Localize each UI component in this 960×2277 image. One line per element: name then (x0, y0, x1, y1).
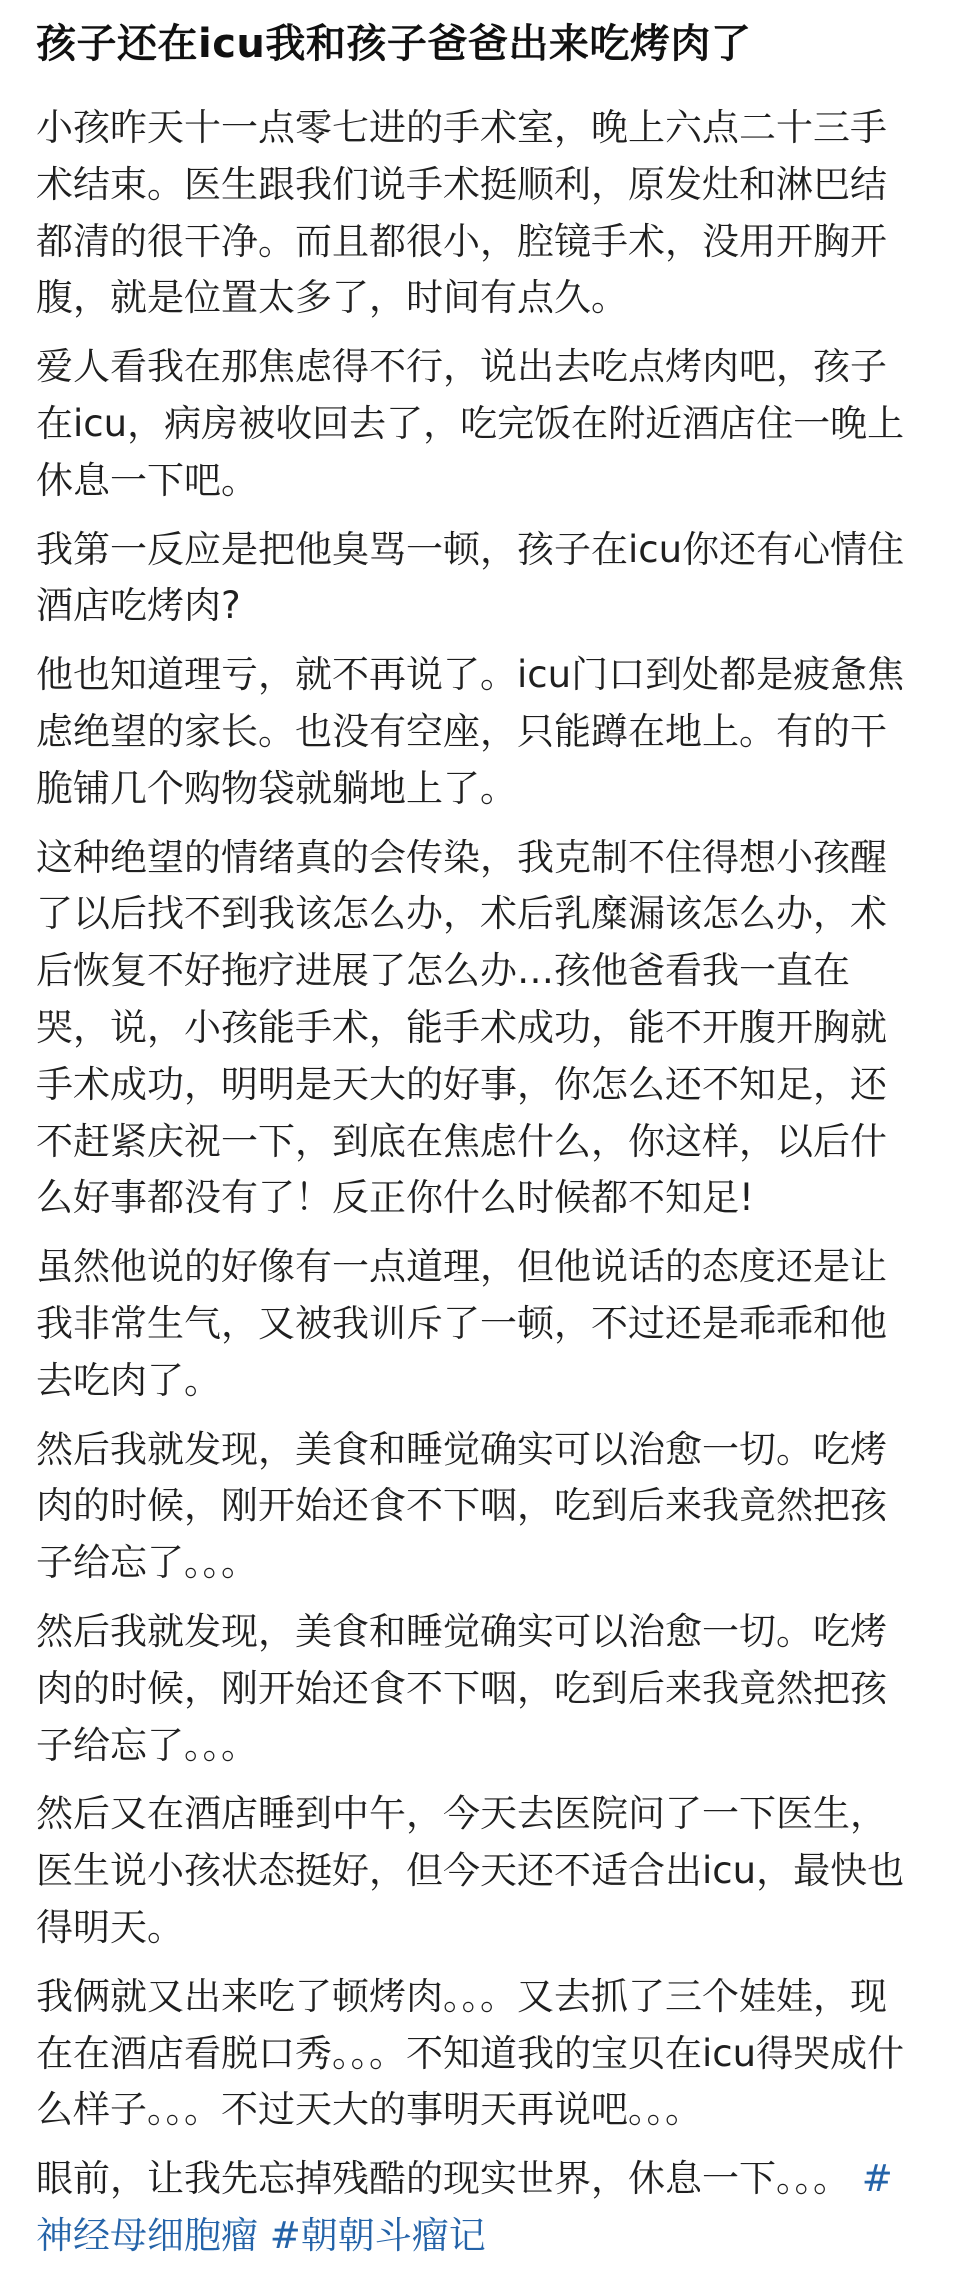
post-paragraph: 我第一反应是把他臭骂一顿，孩子在icu你还有心情住酒店吃烤肉? (36, 527, 905, 628)
post-title: 孩子还在icu我和孩子爸爸出来吃烤肉了 (36, 21, 752, 67)
post-paragraph: 他也知道理亏，就不再说了。icu门口到处都是疲惫焦虑绝望的家长。也没有空座，只能蹲在地上。有的干脆铺几个购物袋就躺地上了。 (36, 653, 905, 810)
post-paragraph-text: 眼前，让我先忘掉残酷的现实世界，休息一下。。。 (36, 2157, 850, 2201)
post-paragraph: 爱人看我在那焦虑得不行，说出去吃点烤肉吧，孩子在icu，病房被收回去了，吃完饭在附近酒店住一晚上休息一下吧。 (36, 345, 905, 502)
post-body (36, 100, 920, 2265)
post-paragraph: 小孩昨天十一点零七进的手术室，晚上六点二十三手术结束。医生跟我们说手术挺顺利，原发灶和淋巴结都清的很干净。而且都很小，腔镜手术，没用开胸开腹，就是位置太多了，时间有点久。 (36, 106, 887, 320)
post-paragraph: 这种绝望的情绪真的会传染，我克制不住得想小孩醒了以后找不到我该怎么办，术后乳糜漏该怎么办，术后恢复不好拖疗进展了怎么办…孩他爸看我一直在哭，说，小孩能手术，能手术成功，能不开腹开胸就手术成功，明明是天大的好事，你怎么还不知足，还不赶紧庆祝一下，到底在焦虑什么，你这样，以后什么好事都没有了！反正你什么时候都不知足! (36, 835, 887, 1220)
post-container (36, 0, 920, 2277)
post-paragraph: 然后又在酒店睡到中午，今天去医院问了一下医生，医生说小孩状态挺好，但今天还不适合出icu，最快也得明天。 (36, 1792, 905, 1949)
post-paragraph: 然后我就发现，美食和睡觉确实可以治愈一切。吃烤肉的时候，刚开始还食不下咽，吃到后来我竟然把孩子给忘了。。。 (36, 1609, 887, 1767)
post-paragraph: 然后我就发现，美食和睡觉确实可以治愈一切。吃烤肉的时候，刚开始还食不下咽，吃到后来我竟然把孩子给忘了。。。 (36, 1427, 887, 1585)
hashtag-link[interactable]: #朝朝斗瘤记 (269, 2213, 486, 2257)
post-paragraph: 我俩就又出来吃了顿烤肉。。。又去抓了三个娃娃，现在在酒店看脱口秀。。。不知道我的宝贝在icu得哭成什么样子。。。不过天大的事明天再说吧。。。 (36, 1974, 905, 2132)
post-paragraph-last (36, 2151, 920, 2265)
hashtag-link[interactable]: #神经母细胞瘤 (36, 2157, 893, 2257)
post-paragraph: 虽然他说的好像有一点道理，但他说话的态度还是让我非常生气，又被我训斥了一顿，不过还是乖乖和他去吃肉了。 (36, 1245, 887, 1402)
